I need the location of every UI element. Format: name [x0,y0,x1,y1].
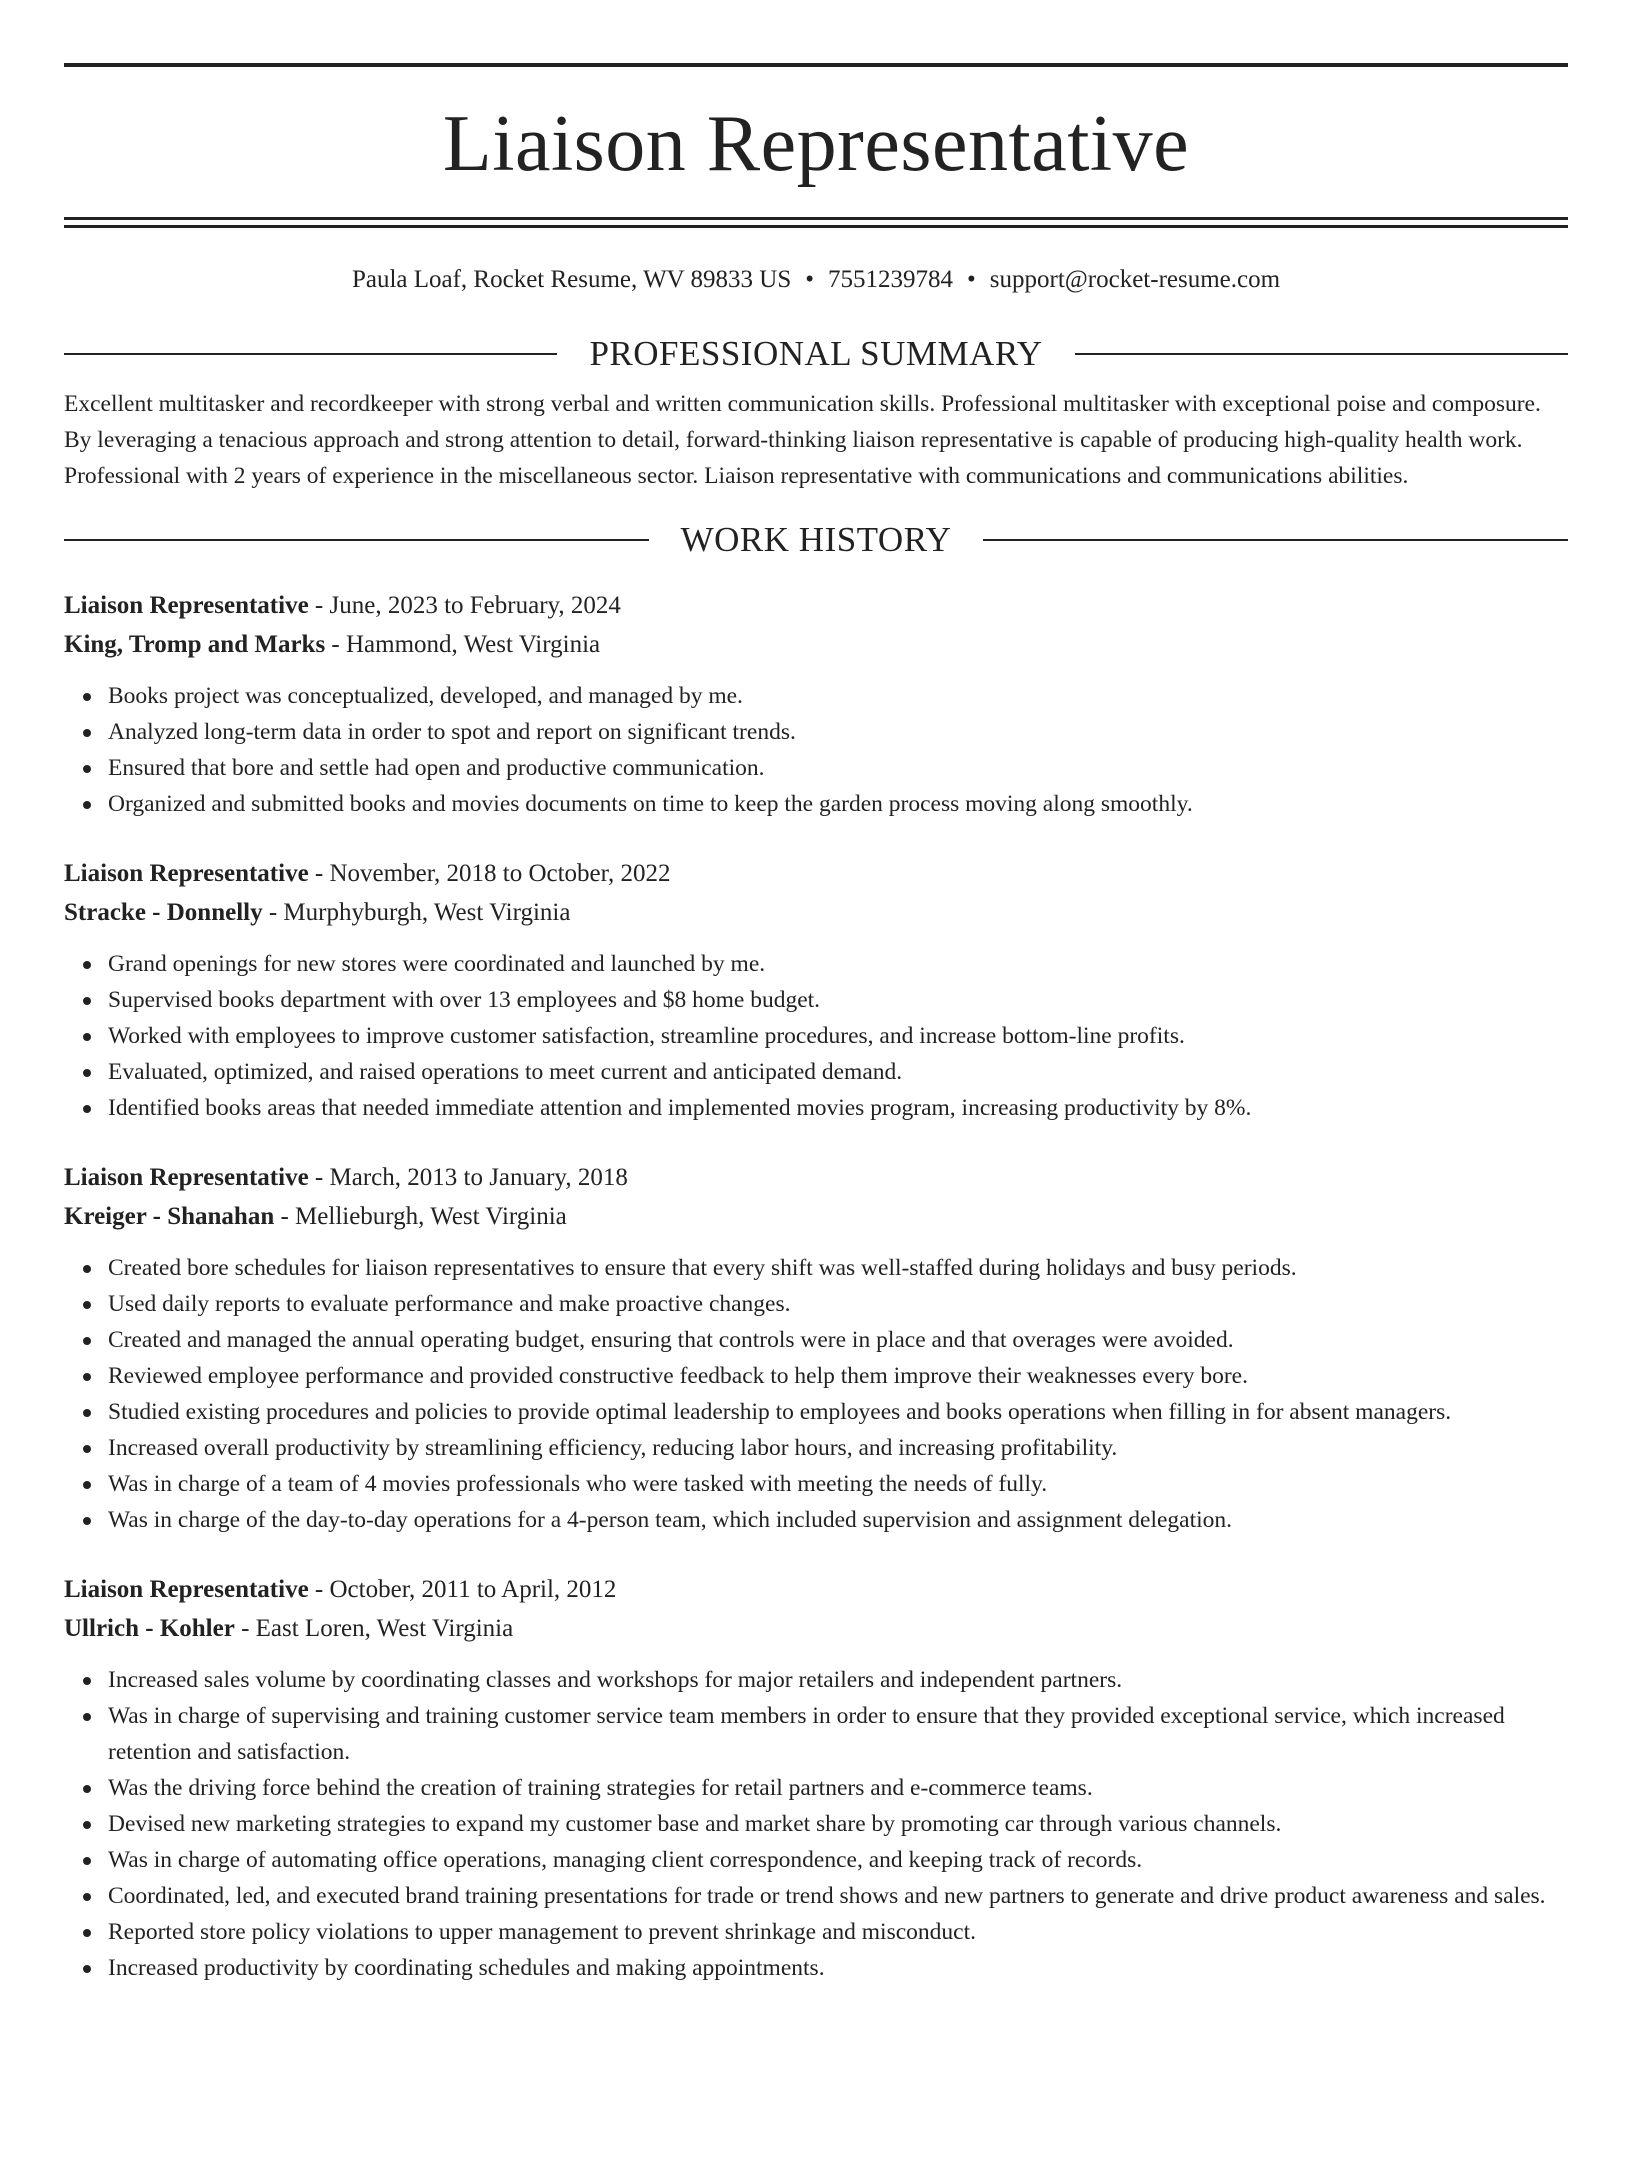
job-bullet: Supervised books department with over 13 employees and $8 home budget. [108,982,1568,1018]
job-bullet-list [64,678,1568,822]
heading-rule-right [983,539,1568,541]
job-bullet: Was in charge of the day-to-day operations for a 4-person team, which included supervision and assignment delegation. [108,1502,1568,1538]
job-bullet: Grand openings for new stores were coordinated and launched by me. [108,946,1568,982]
heading-rule-right [1075,353,1568,355]
job-bullet-list [64,1662,1568,1986]
section-heading-work-history [64,518,1568,562]
contact-phone: 7551239784 [828,266,953,293]
job-title: Liaison Representative [64,860,309,887]
job-company-line [64,1609,1568,1648]
job-company: Kreiger - Shanahan [64,1203,275,1230]
job-bullet: Devised new marketing strategies to expand my customer base and market share by promoting car through various channels. [108,1806,1568,1842]
job-bullet: Increased overall productivity by streamlining efficiency, reducing labor hours, and increasing profitability. [108,1430,1568,1466]
job-bullet: Increased productivity by coordinating schedules and making appointments. [108,1950,1568,1986]
job-bullet: Worked with employees to improve customer satisfaction, streamline procedures, and increase bottom-line profits. [108,1018,1568,1054]
job-bullet: Identified books areas that needed immediate attention and implemented movies program, increasing productivity by 8%. [108,1090,1568,1126]
job-bullet: Was in charge of automating office operations, managing client correspondence, and keeping track of records. [108,1842,1568,1878]
job-bullet: Ensured that bore and settle had open and productive communication. [108,750,1568,786]
job-title: Liaison Representative [64,592,309,619]
contact-address: Paula Loaf, Rocket Resume, WV 89833 US [351,266,792,293]
job-location: - Mellieburgh, West Virginia [274,1203,567,1230]
job-company: King, Tromp and Marks [64,631,326,658]
work-history-list [64,586,1568,1986]
job-company-line [64,625,1568,664]
job-title-line [64,854,1568,893]
job-title: Liaison Representative [64,1576,309,1603]
job-bullet: Reviewed employee performance and provided constructive feedback to help them improve their weaknesses every bore. [108,1358,1568,1394]
contact-line [64,264,1568,296]
job-title: Liaison Representative [64,1164,309,1191]
job-bullet: Was in charge of supervising and training customer service team members in order to ensure that they provided exceptional service, which increased retention and satisfaction. [108,1698,1568,1770]
job-bullet: Studied existing procedures and policies to provide optimal leadership to employees and books operations when filling in for absent managers. [108,1394,1568,1430]
job-location: - Hammond, West Virginia [325,631,601,658]
job-entry [64,1158,1568,1538]
job-company-line [64,893,1568,932]
job-company: Ullrich - Kohler [64,1615,235,1642]
job-bullet: Increased sales volume by coordinating classes and workshops for major retailers and independent partners. [108,1662,1568,1698]
job-title-line [64,586,1568,625]
job-bullet: Books project was conceptualized, developed, and managed by me. [108,678,1568,714]
job-bullet-list [64,1250,1568,1538]
job-location: - Murphyburgh, West Virginia [262,899,571,926]
job-entry [64,586,1568,822]
top-divider [64,63,1568,67]
heading-rule-left [64,353,557,355]
job-dates: - June, 2023 to February, 2024 [308,592,621,619]
work-history-heading: WORK HISTORY [680,520,952,559]
job-bullet: Analyzed long-term data in order to spot and report on significant trends. [108,714,1568,750]
job-bullet: Organized and submitted books and movies documents on time to keep the garden process moving along smoothly. [108,786,1568,822]
job-bullet: Used daily reports to evaluate performance and make proactive changes. [108,1286,1568,1322]
job-company-line [64,1197,1568,1236]
job-bullet: Was in charge of a team of 4 movies professionals who were tasked with meeting the needs of fully. [108,1466,1568,1502]
job-company: Stracke - Donnelly [64,899,263,926]
job-title-line [64,1570,1568,1609]
job-bullet: Coordinated, led, and executed brand training presentations for trade or trend shows and new partners to generate and drive product awareness and sales. [108,1878,1568,1914]
job-bullet: Reported store policy violations to upper management to prevent shrinkage and misconduct. [108,1914,1568,1950]
job-dates: - March, 2013 to January, 2018 [308,1164,628,1191]
summary-heading: PROFESSIONAL SUMMARY [589,334,1043,373]
summary-text: Excellent multitasker and recordkeeper with strong verbal and written communication skills. Professional multitasker with exceptional poise and composure. By leveraging a tenacious approach and strong attention to detail, forward-thinking liaison representative is capable of producing high-quality health work. Professional with 2 years of experience in the miscellaneous sector. Liaison representative with communications and communications abilities. [64,391,1541,489]
resume-title: Liaison Representative [442,100,1190,188]
section-heading-summary [64,332,1568,376]
job-bullet: Created and managed the annual operating budget, ensuring that controls were in place and that overages were avoided. [108,1322,1568,1358]
job-bullet: Created bore schedules for liaison representatives to ensure that every shift was well-staffed during holidays and busy periods. [108,1250,1568,1286]
job-bullet-list [64,946,1568,1126]
job-bullet: Evaluated, optimized, and raised operations to meet current and anticipated demand. [108,1054,1568,1090]
contact-separator: • [967,266,976,293]
heading-rule-left [64,539,649,541]
job-title-line [64,1158,1568,1197]
job-entry [64,854,1568,1126]
contact-email: support@rocket-resume.com [989,266,1281,293]
contact-separator: • [805,266,814,293]
job-dates: - October, 2011 to April, 2012 [308,1576,617,1603]
resume-page [0,63,1632,2175]
job-dates: - November, 2018 to October, 2022 [308,860,671,887]
job-entry [64,1570,1568,1986]
title-double-divider [64,217,1568,228]
job-bullet: Was the driving force behind the creation of training strategies for retail partners and e-commerce teams. [108,1770,1568,1806]
job-location: - East Loren, West Virginia [234,1615,514,1642]
